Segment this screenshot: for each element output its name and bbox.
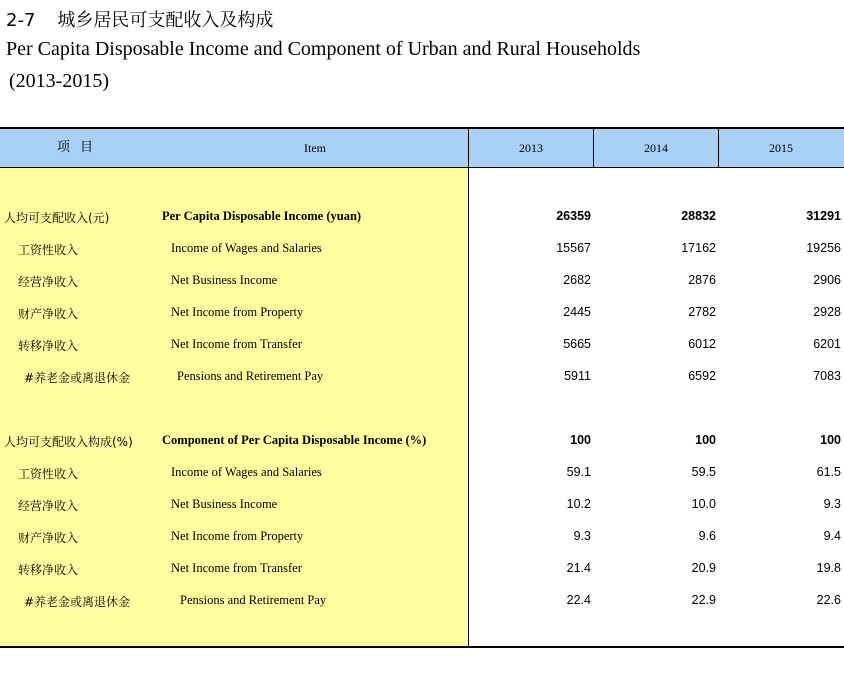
header-item-en: Item <box>304 141 326 155</box>
row-label-en: Pensions and Retirement Pay <box>177 369 324 383</box>
table-row <box>0 593 844 613</box>
row-label-en: Net Income from Property <box>171 529 304 543</box>
table-row <box>0 273 844 293</box>
table-row <box>0 241 844 261</box>
value-2015: 61.5 <box>816 465 841 479</box>
value-2015: 19.8 <box>816 561 841 575</box>
value-2015: 6201 <box>813 337 841 351</box>
row-label-en: Net Income from Transfer <box>171 337 302 351</box>
value-2015: 7083 <box>813 369 841 383</box>
value-2014: 59.5 <box>691 465 716 479</box>
table-row <box>0 465 844 485</box>
row-label-cn: 转移净收入 <box>18 563 79 577</box>
value-2013: 5911 <box>564 369 591 383</box>
row-label-cn: 转移净收入 <box>18 339 79 353</box>
row-label-en: Income of Wages and Salaries <box>171 241 322 255</box>
table-title-chinese: 城乡居民可支配收入及构成 <box>57 10 274 31</box>
row-label-en: Component of Per Capita Disposable Income (%) <box>162 433 427 447</box>
value-2015: 2928 <box>813 305 841 319</box>
value-2014: 2876 <box>688 273 716 287</box>
header-divider <box>593 129 594 167</box>
header-year-2015: 2015 <box>769 141 793 155</box>
value-2013: 26359 <box>556 209 591 223</box>
value-2013: 100 <box>570 433 591 447</box>
table-row-heading <box>0 209 844 229</box>
value-2013: 9.3 <box>573 529 591 543</box>
row-label-en: Pensions and Retirement Pay <box>180 593 327 607</box>
value-2014: 9.6 <box>698 529 716 543</box>
value-2013: 2445 <box>563 305 591 319</box>
value-2014: 22.9 <box>691 593 716 607</box>
value-2014: 10.0 <box>691 497 716 511</box>
row-label-cn: 人均可支配收入构成(%) <box>4 435 133 449</box>
header-year-2013: 2013 <box>519 141 543 155</box>
table-title-cn <box>6 6 273 32</box>
value-2013: 10.2 <box>566 497 591 511</box>
row-label-cn: 经营净收入 <box>18 499 79 513</box>
row-label-cn: #养老金或离退休金 <box>24 371 131 385</box>
table-title-en: Per Capita Disposable Income and Component of Urban and Rural Households <box>6 38 641 60</box>
table-row-heading <box>0 433 844 453</box>
header-item-cn: 项目 <box>56 140 103 155</box>
table-row <box>0 337 844 357</box>
value-2013: 5665 <box>563 337 591 351</box>
row-label-en: Net Income from Transfer <box>171 561 302 575</box>
table-number: 2-7 <box>6 10 36 31</box>
value-2015: 100 <box>820 433 841 447</box>
value-2014: 6012 <box>688 337 716 351</box>
row-label-cn: 经营净收入 <box>18 275 79 289</box>
value-2014: 100 <box>695 433 716 447</box>
value-2015: 9.3 <box>823 497 841 511</box>
table-row <box>0 305 844 325</box>
value-2014: 28832 <box>681 209 716 223</box>
value-2014: 20.9 <box>691 561 716 575</box>
row-label-cn: #养老金或离退休金 <box>24 595 131 609</box>
row-label-en: Net Business Income <box>171 273 278 287</box>
value-2015: 2906 <box>813 273 841 287</box>
value-2015: 9.4 <box>823 529 841 543</box>
row-label-cn: 工资性收入 <box>18 467 79 481</box>
table-row <box>0 529 844 549</box>
row-label-en: Per Capita Disposable Income (yuan) <box>162 209 362 223</box>
header-divider <box>718 129 719 167</box>
table-row <box>0 497 844 517</box>
value-2013: 2682 <box>563 273 591 287</box>
table-row <box>0 561 844 581</box>
bottom-rule <box>0 646 844 648</box>
table-row <box>0 369 844 389</box>
value-2014: 6592 <box>688 369 716 383</box>
row-label-en: Net Income from Property <box>171 305 304 319</box>
value-2013: 22.4 <box>566 593 591 607</box>
value-2013: 21.4 <box>566 561 591 575</box>
value-2015: 22.6 <box>816 593 841 607</box>
value-2013: 59.1 <box>566 465 591 479</box>
value-2014: 2782 <box>688 305 716 319</box>
value-2013: 15567 <box>556 241 591 255</box>
header-year-2014: 2014 <box>644 141 668 155</box>
row-label-en: Net Business Income <box>171 497 278 511</box>
row-label-cn: 人均可支配收入(元) <box>4 211 110 225</box>
table-year-range: (2013-2015) <box>9 70 109 92</box>
row-label-en: Income of Wages and Salaries <box>171 465 322 479</box>
value-2015: 31291 <box>806 209 841 223</box>
value-2015: 19256 <box>806 241 841 255</box>
row-label-cn: 财产净收入 <box>18 307 79 321</box>
value-2014: 17162 <box>681 241 716 255</box>
row-label-cn: 财产净收入 <box>18 531 79 545</box>
row-label-cn: 工资性收入 <box>18 243 79 257</box>
